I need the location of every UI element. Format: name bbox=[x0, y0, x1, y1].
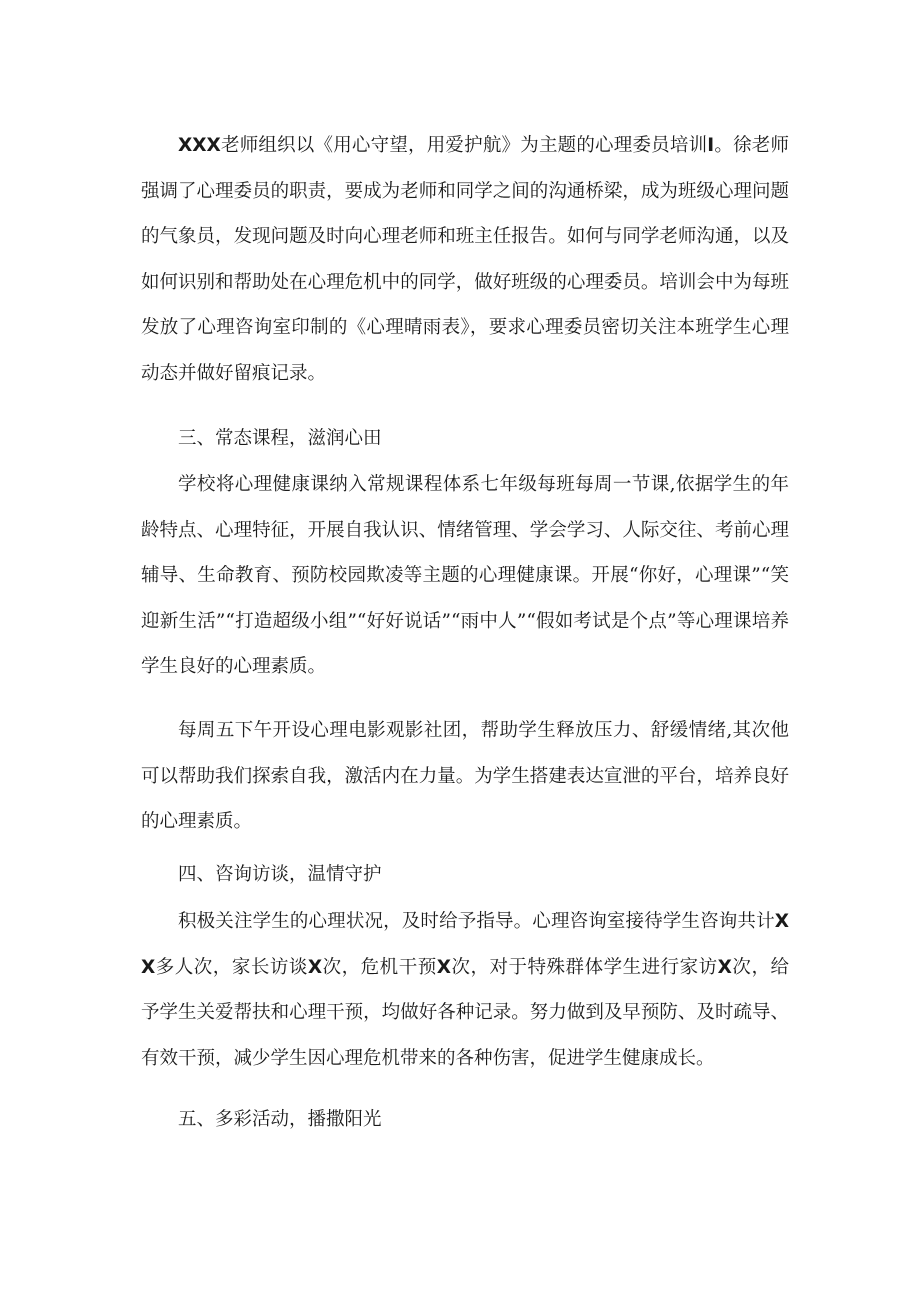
paragraph-counseling bbox=[141, 899, 789, 1081]
paragraph-courses: 学校将心理健康课纳入常规课程体系七年级每班每周一节课,依据学生的年龄特点、心理特征，开展自我认识、情绪管理、学会学习、人际交往、考前心理辅导、生命教育、预防校园欺凌等主题的心理健康课。开展“你好，心理课”“笑迎新生活”“打造超级小组”“好好说话”“雨中人”“假如考试是个点”等心理课培养学生良好的心理素质。 bbox=[141, 474, 789, 678]
paragraph-training bbox=[141, 123, 789, 397]
section-heading-5: 五、多彩活动，播撒阳光 bbox=[178, 1109, 382, 1130]
paragraph-text: 。徐老师强调了心理委员的职责，要成为老师和同学之间的沟通桥梁，成为班级心理问题的气象员，发现问题及时向心理老师和班主任报告。如何与同学老师沟通，以及如何识别和帮助处在心理危机中的同学，做好班级的心理委员。培训会中为每班发放了心理咨询室印制的《心理晴雨表》，要求心理委员密切关注本班学生心理动态并做好留痕记录。 bbox=[141, 135, 789, 384]
placeholder-mark: X bbox=[436, 956, 451, 978]
placeholder-mark: X bbox=[307, 956, 323, 978]
paragraph-text: 次，危机干预 bbox=[322, 956, 437, 978]
paragraph-text: 次，给予学生关爱帮扶和心理干预，均做好各种记录。努力做到及早预防、及时疏导、有效干预，减少学生因心理危机带来的各种伤害，促进学生健康成长。 bbox=[141, 956, 789, 1069]
placeholder-mark: X bbox=[717, 956, 732, 978]
section-heading-4: 四、咨询访谈，温情守护 bbox=[178, 864, 382, 885]
placeholder-mark: XXX bbox=[178, 135, 221, 156]
paragraph-text: 老师组织以《用心守望，用爱护航》为主题的心理委员培训 bbox=[220, 135, 708, 156]
paragraph-text: 积极关注学生的心理状况，及时给予指导。心理咨询室接待学生咨询共计 bbox=[178, 911, 775, 932]
paragraph-text: 多人次，家长访谈 bbox=[155, 956, 308, 978]
placeholder-mark: XX bbox=[141, 911, 789, 978]
placeholder-mark: I bbox=[707, 135, 715, 156]
section-heading-3: 三、常态课程，滋润心田 bbox=[178, 428, 382, 449]
paragraph-film-club: 每周五下午开设心理电影观影社团，帮助学生释放压力、舒缓情绪,其次他可以帮助我们探索自我，激活内在力量。为学生搭建表达宣泄的平台，培养良好的心理素质。 bbox=[141, 720, 789, 833]
paragraph-text: 次，对于特殊群体学生进行家访 bbox=[450, 956, 718, 978]
